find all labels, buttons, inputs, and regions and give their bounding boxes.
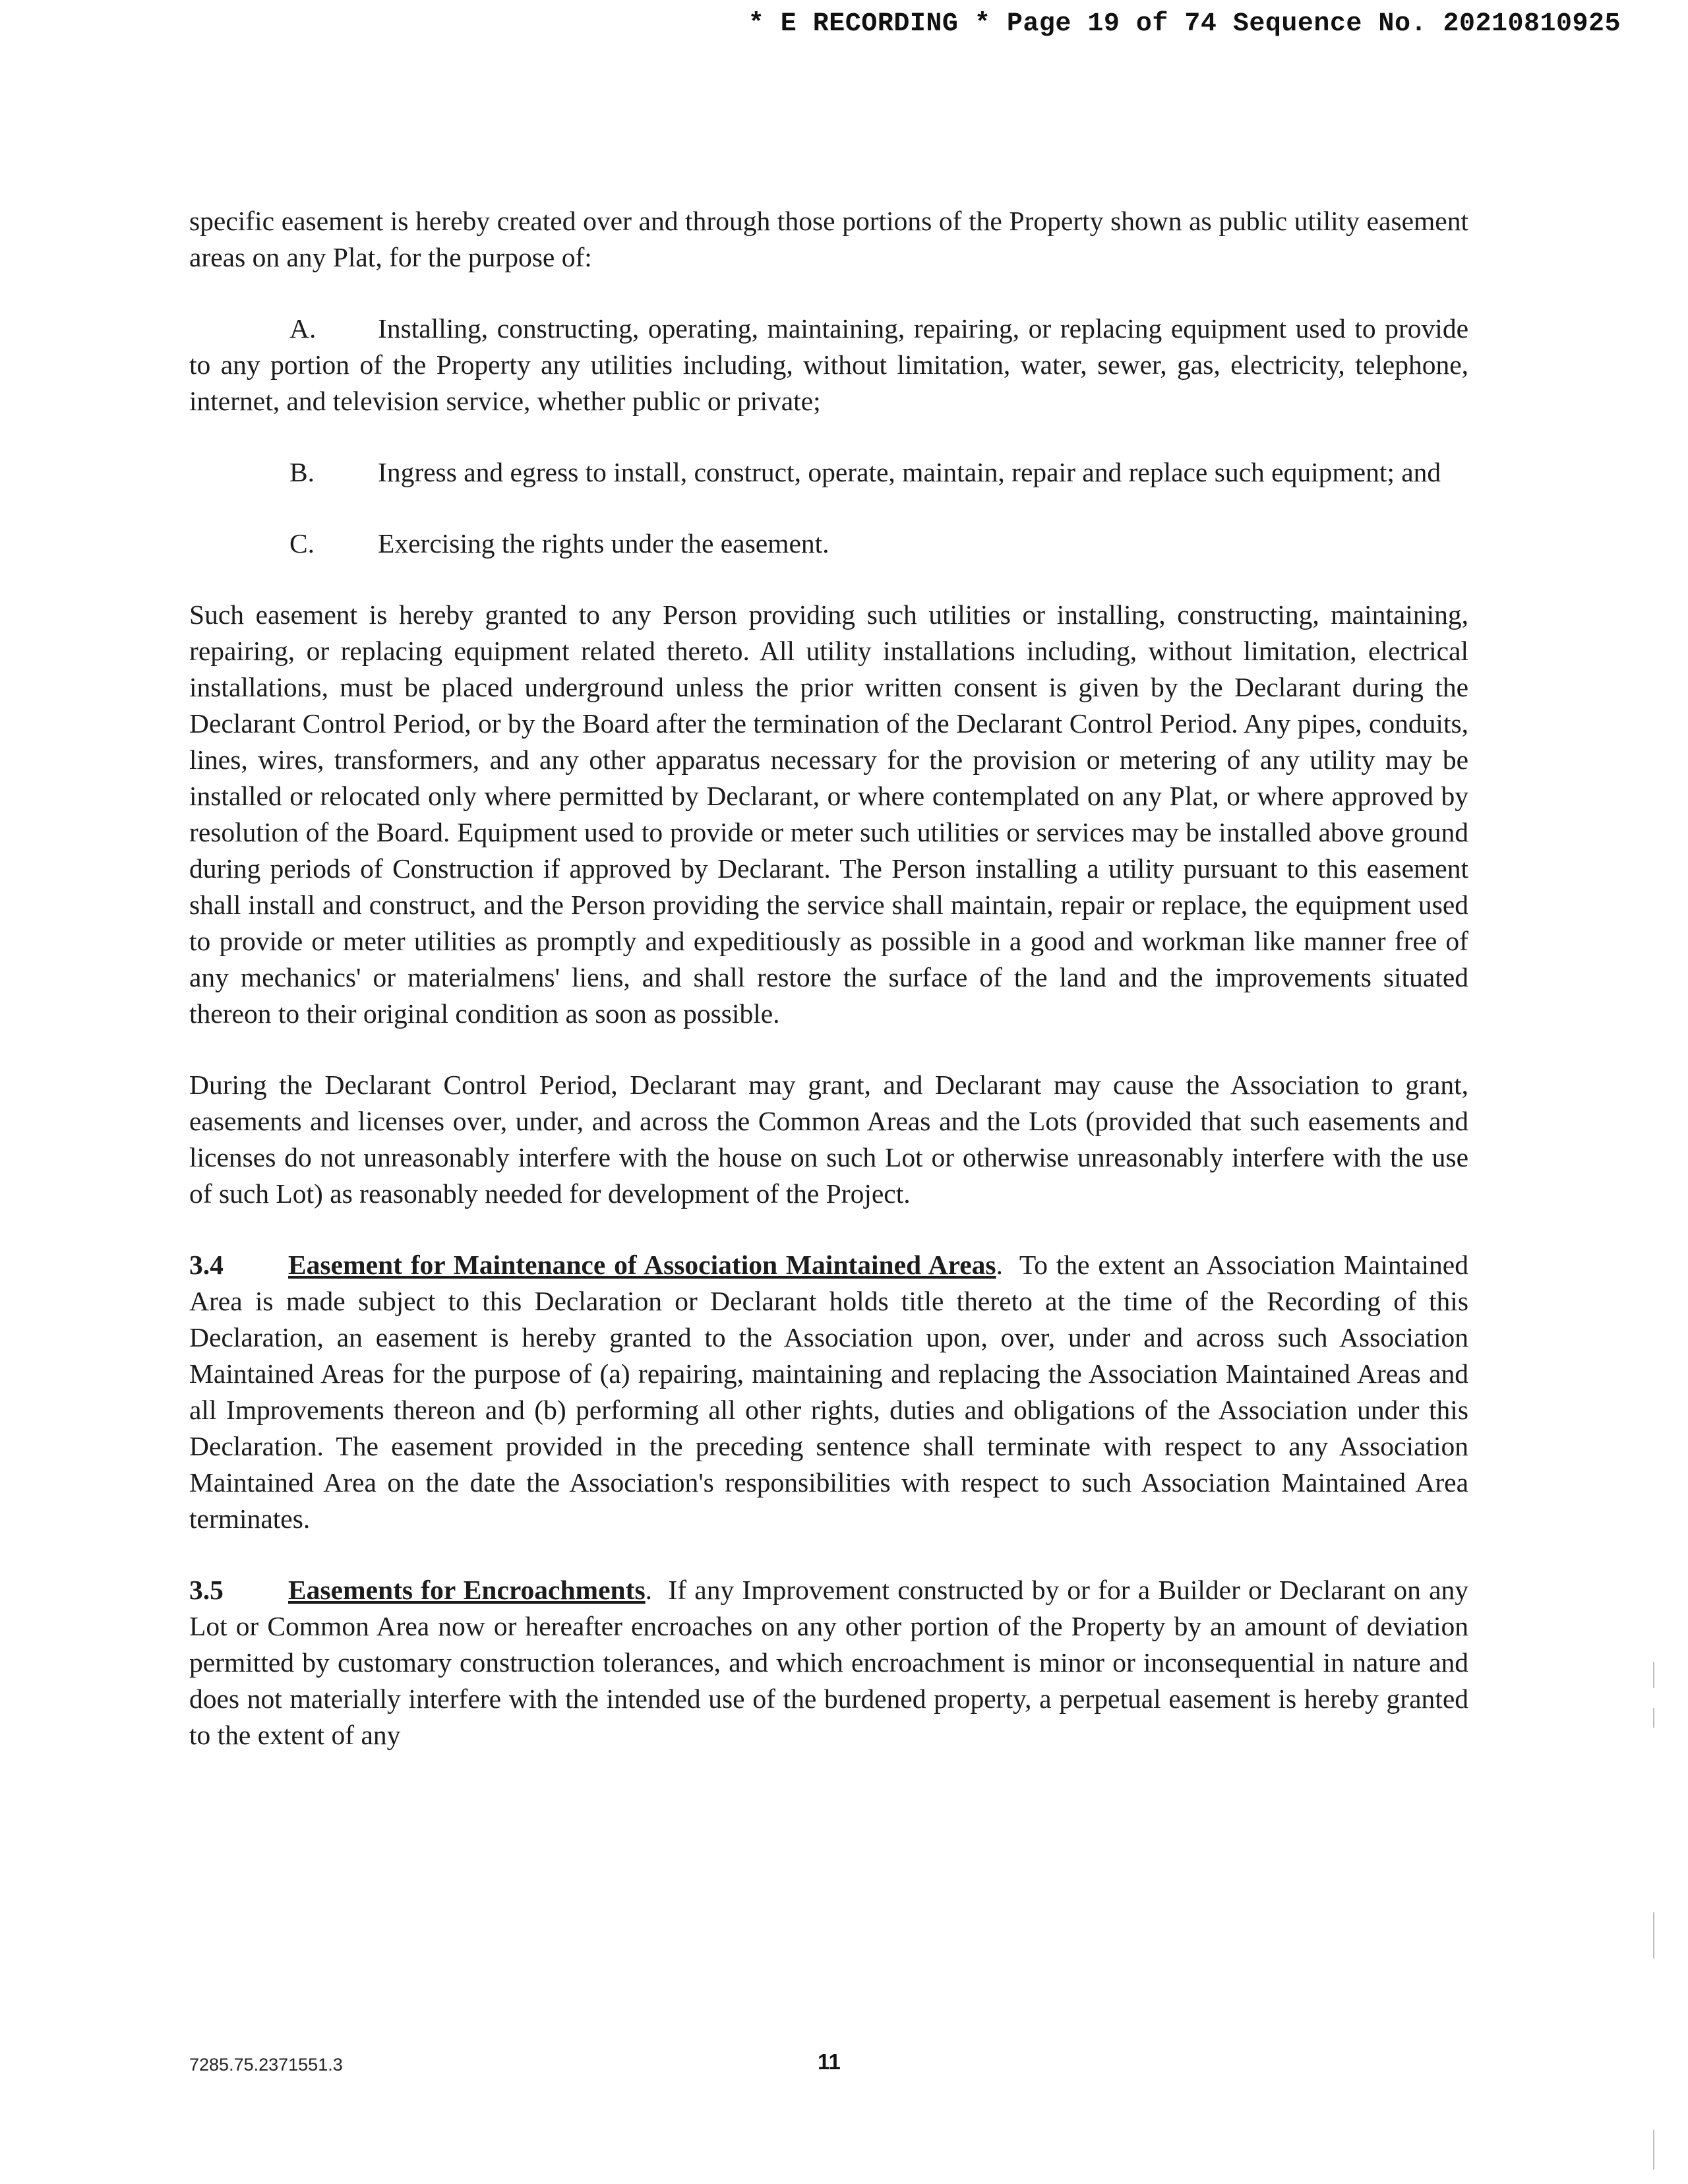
intro-paragraph: specific easement is hereby created over and through those portions of the Property shown as public utility easement areas on any Plat, for the purpose of: (189, 206, 1468, 272)
recording-header: * E RECORDING * Page 19 of 74 Sequence No. 20210810925 (748, 9, 1621, 39)
list-item-text: Exercising the rights under the easement. (378, 528, 829, 559)
utility-paragraph: Such easement is hereby granted to any Person providing such utilities or installing, constructing, maintaining, repairing, or replacing equipment related thereto. All utility installations including, without limitation, electrical installations, must be placed underground unless the prior written consent is given by the Declarant during the Declarant Control Period, or by the Board after the termination of the Declarant Control Period. Any pipes, conduits, lines, wires, transformers, and any other apparatus necessary for the provision or metering of any utility may be installed or relocated only where permitted by Declarant, or where contemplated on any Plat, or where approved by resolution of the Board. Equipment used to provide or meter such utilities or services may be installed above ground during periods of Construction if approved by Declarant. The Person installing a utility pursuant to this easement shall install and construct, and the Person providing the service shall maintain, repair or replace, the equipment used to provide or meter utilities as promptly and expeditiously as possible in a good and workman like manner free of any mechanics' or materialmens' liens, and shall restore the surface of the land and the improvements situated thereon to their original condition as soon as possible. (189, 599, 1468, 1029)
section-number: 3.4 (189, 1250, 224, 1280)
section-text: To the extent an Association Maintained Area is made subject to this Declaration or Declarant holds title thereto at the time of the Recording of this Declaration, an easement is hereby granted to the Association upon, over, under and across such Association Maintained Areas for the purpose of (a) repairing, maintaining and replacing the Association Maintained Areas and all Improvements thereon and (b) performing all other rights, duties and obligations of the Association under this Declaration. The easement provided in the preceding sentence shall terminate with respect to any Association Maintained Area on the date the Association's responsibilities with respect to such Association Maintained Area terminates. (189, 1250, 1468, 1534)
list-item-text: Installing, constructing, operating, maintaining, repairing, or replacing equipment used to provide to any portion of the Property any utilities including, without limitation, water, sewer, gas, electricity, telephone, internet, and television service, whether public or private; (189, 313, 1468, 416)
list-item-label: C. (289, 528, 315, 559)
document-page (189, 203, 1468, 1788)
list-item-b (189, 454, 1468, 491)
scan-artifact-mark (1653, 1912, 1654, 1958)
list-item-c (189, 526, 1468, 562)
list-item-text: Ingress and egress to install, construct, operate, maintain, repair and replace such equipment; and (378, 457, 1441, 487)
list-item-label: A. (289, 313, 316, 344)
section-3-4 (189, 1247, 1468, 1537)
section-3-5 (189, 1572, 1468, 1753)
section-title: Easements for Encroachments (288, 1575, 646, 1605)
section-title: Easement for Maintenance of Association Maintained Areas (288, 1250, 996, 1280)
section-number: 3.5 (189, 1575, 224, 1605)
declarant-paragraph: During the Declarant Control Period, Declarant may grant, and Declarant may cause the Association to grant, easements and licenses over, under, and across the Common Areas and the Lots (provided that such easements and licenses do not unreasonably interfere with the house on such Lot or otherwise unreasonably interfere with the use of such Lot) as reasonably needed for development of the Project. (189, 1070, 1468, 1209)
scan-artifact-mark (1653, 2130, 1654, 2169)
list-item-a (189, 311, 1468, 419)
list-item-label: B. (289, 457, 315, 487)
section-title-period: . (996, 1250, 1019, 1280)
scan-artifact-mark (1653, 1708, 1654, 1728)
section-text: If any Improvement constructed by or for a Builder or Declarant on any Lot or Common Area now or hereafter encroaches on any other portion of the Property by an amount of deviation permitted by customary construction tolerances, and which encroachment is minor or inconsequential in nature and does not materially interfere with the intended use of the burdened property, a perpetual easement is hereby granted to the extent of any (189, 1575, 1469, 1750)
section-title-period: . (645, 1575, 669, 1605)
scan-artifact-mark (1653, 1662, 1654, 1688)
document-id: 7285.75.2371551.3 (189, 2055, 343, 2075)
page-number: 11 (818, 2049, 841, 2074)
